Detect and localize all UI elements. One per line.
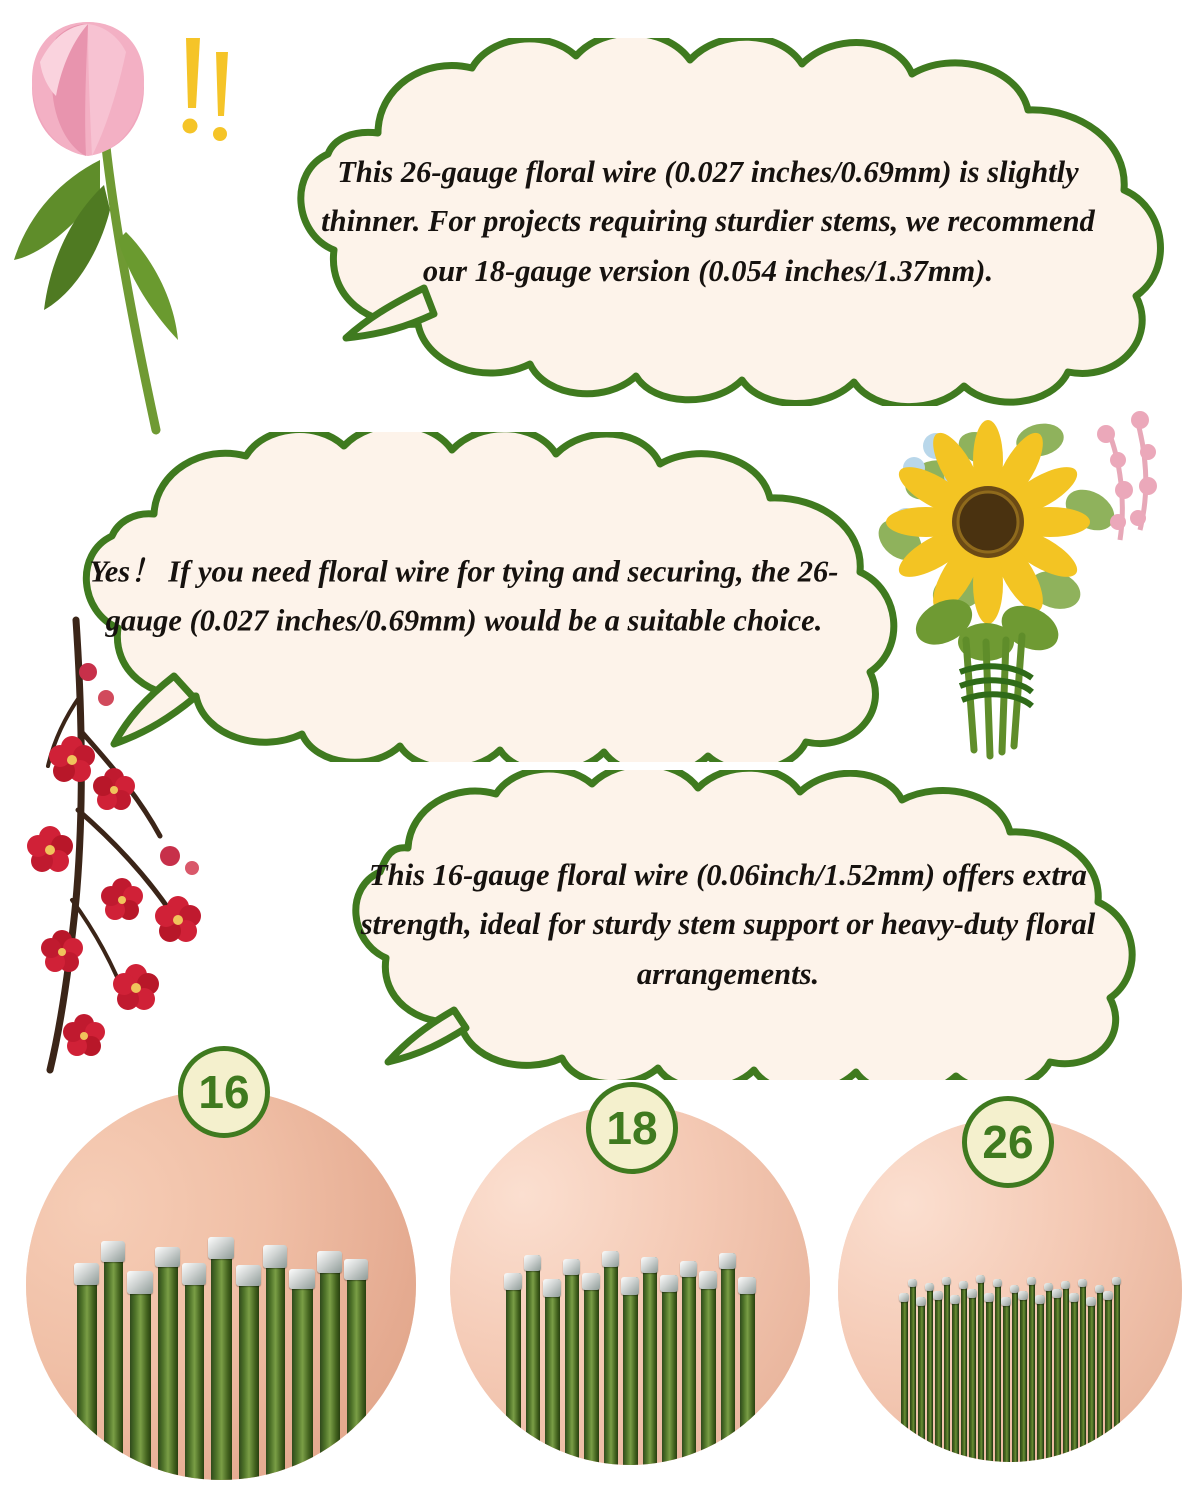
speech-bubble-16-gauge	[268, 770, 1188, 1080]
speech-bubble-text: Yes！ If you need floral wire for tying and securing, the 26-gauge (0.027 inches/0.69mm) would be a suitable choice.	[89, 554, 839, 638]
speech-bubble-26-gauge-tying	[24, 432, 904, 762]
speech-bubble-26-gauge-note	[228, 38, 1188, 406]
gauge-badge-label: 16	[198, 1066, 250, 1118]
gauge-badge-label: 18	[606, 1102, 658, 1154]
wire-photo-16-gauge	[26, 1090, 416, 1480]
gauge-badge-label: 26	[982, 1116, 1034, 1168]
gauge-badge-26	[962, 1096, 1054, 1188]
speech-bubble-text: This 16-gauge floral wire (0.06inch/1.52mm) offers extra strength, ideal for sturdy stem support or heavy-duty floral arrangements.	[360, 857, 1096, 991]
gauge-badge-18	[586, 1082, 678, 1174]
speech-bubble-text: This 26-gauge floral wire (0.027 inches/0.69mm) is slightly thinner. For projects requiring sturdier stems, we recommend our 18-gauge version (0.054 inches/1.37mm).	[321, 154, 1095, 288]
gauge-badge-16	[178, 1046, 270, 1138]
